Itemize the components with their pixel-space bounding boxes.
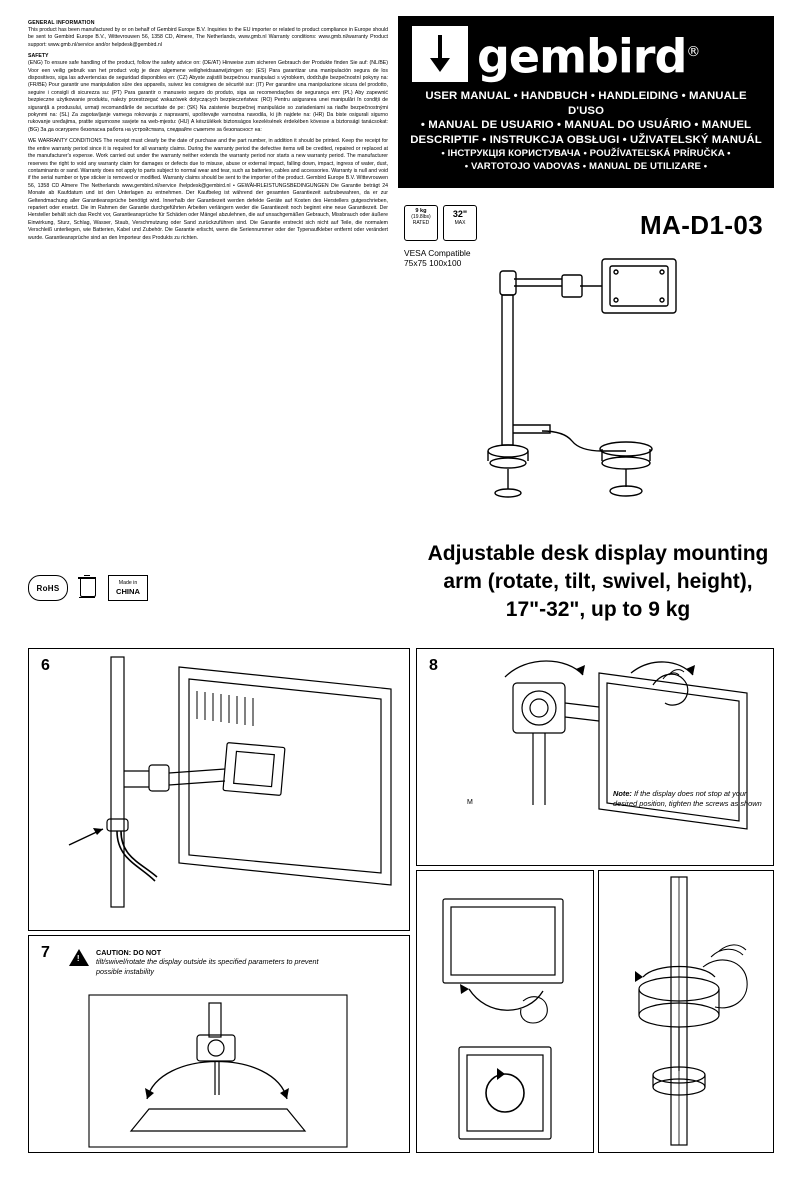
caution-block: [69, 948, 346, 976]
vesa-sizes: 75x75 100x100: [404, 258, 462, 268]
manual-language-line-3: DESCRIPTIF • INSTRUKCJA OBSŁUGI • UŽIVATELSKÝ MANUÁL: [410, 133, 762, 146]
step-8-panel: [416, 648, 774, 866]
weee-bin-icon: [77, 575, 99, 601]
step-7-panel: [28, 935, 410, 1153]
weight-rated-label: RATED: [412, 220, 430, 226]
product-illustration: [430, 235, 760, 535]
brand-row: [398, 16, 774, 82]
manual-language-line-2: • MANUAL DE USUARIO • MANUAL DO USUÁRIO • MANUEL: [420, 119, 752, 131]
general-information-block: [28, 20, 388, 246]
certification-badges: [28, 575, 148, 601]
rotate-illustration: [417, 871, 593, 1152]
brand-name: [477, 29, 700, 84]
note-block: [613, 789, 763, 808]
step-7-number: 7: [41, 944, 50, 961]
step-7-illustration: [29, 991, 409, 1151]
warning-triangle-icon: [69, 949, 89, 966]
country-label: CHINA: [115, 587, 141, 596]
clamp-detail-panel: [598, 870, 774, 1153]
caution-title: [96, 948, 346, 957]
screw-marker-m: M: [467, 799, 473, 806]
manual-languages: [398, 82, 774, 173]
vesa-title: VESA Compatible: [404, 248, 471, 258]
caution-text: tilt/swivel/rotate the display outside its specified parameters to prevent possible instability: [96, 957, 319, 976]
general-information-body: This product has been manufactured by or on behalf of Gembird Europe B.V. Inquiries to the EU importer or related to product compliance in Europe should be sent to Gembird Europe B.V., Wittevrouwen 56, 1358 CD, Almere, The Netherlands, www.gmb.nl Warranty conditions: www.gmb.nl/warranty Product support: www.gmb.nl/service and/or helpdesk@gembird.nl: [28, 27, 388, 48]
step-6-number: 6: [41, 657, 50, 674]
screen-size-value: 32": [452, 209, 468, 219]
manual-language-line-1: USER MANUAL • HANDBUCH • HANDLEIDING • MANUALE D'USO: [425, 90, 747, 117]
rotate-illustration-panel: [416, 870, 594, 1153]
logo-panel: [398, 16, 774, 188]
step-6-illustration: [29, 649, 409, 930]
rohs-icon: RoHS: [28, 575, 68, 601]
step-6-panel: [28, 648, 410, 931]
gembird-arrow-logo-icon: [412, 26, 468, 82]
legal-fineprint: WE WARRANTY CONDITIONS The receipt must clearly be the date of purchase and the part number, in addition it should be printed. Keep the receipt for the entire warranty period since it is required for all warranty claims. During the warranty period the defective items will be credited, repaired or replaced at the manufacturer's expense. Work carried out under the warranty neither extends the warranty period nor starts a new warranty period. The manufacturer reserves the right to void any warranty claim for damages or defects due to misuse, abuse or external impact, falling down, impact, ingress of water, dust, contaminants or sand. Warranty does not apply to parts subject to normal wear and tear, such as batteries, cables and accessories. Warranty is null and void if the serial number or type sticker is removed or modified. Warranty claims should be sent to the importer of the product. Gembird Europe B.V. Wittevrouwen 56, 1358 CD Almere The Netherlands www.gembird.nl/service /helpdesk@gembird.nl • GEWÄHRLEISTUNGSBEDINGUNGEN Die Garantie beträgt 24 Monate ab Kaufdatum und ist den Unterlagen zu entnehmen. Der Kaufbeleg ist während der gesamten Garantiezeit aufzubewahren, da er zur Geltendmachung aller Garantieansprüche benötigt wird. Innerhalb der Garantiezeit werden defekte Geräte auf Kosten des Herstellers gutgeschrieben, repariert oder ersetzt. Die im Rahmen der Garantie durchgeführten Arbeiten verlängern weder die Garantiezeit noch beginnt eine neue Garantiezeit. Der Hersteller behält sich das Recht vor, Garantieansprüche für Schäden oder Mängel abzulehnen, die auf unsachgemäßen Gebrauch, Missbrauch oder äußere Einwirkung, Sturz, Schlag, Wasser, Staub, Verschmutzung oder Sand zurückzuführen sind. Die Garantie erstreckt sich nicht auf Teile, die normalem Verschleiß unterliegen, wie Batterien, Kabel und Zubehör. Die Garantie erlischt, wenn die Seriennummer oder der Typenaufkleber entfernt oder verändert wurde. Garantieansprüche sind an den Importeur des Produkts zu richten.: [28, 138, 388, 241]
step-8-number: 8: [429, 657, 438, 674]
made-in-label: Made in: [118, 580, 138, 586]
brand-text: gembird: [477, 29, 687, 84]
weight-lbs: (19.8lbs): [411, 214, 431, 220]
product-title: Adjustable desk display mounting arm (rotate, tilt, swivel, height), 17"-32", up to 9 kg: [427, 542, 769, 621]
manual-language-line-5: • VARTOTOJO VADOVAS • MANUAL DE UTILIZARE •: [464, 161, 708, 172]
note-text: If the display does not stop at your desired position, tighten the screws as shown: [613, 789, 762, 808]
caution-title-text: CAUTION:: [96, 948, 132, 957]
manual-language-line-4: • ІНСТРУКЦІЯ КОРИСТУВАЧА • POUŽÍVATEĽSKÁ PRÍRUČKA •: [441, 148, 731, 159]
safety-heading: SAFETY: [28, 53, 49, 60]
made-in-badge: [108, 575, 148, 601]
model-number: MA-D1-03: [640, 210, 764, 240]
general-information-heading: GENERAL INFORMATION: [28, 20, 95, 26]
note-label: Note:: [613, 789, 632, 798]
clamp-detail-illustration: [599, 871, 773, 1152]
screen-size-max-label: MAX: [454, 220, 466, 226]
safety-body: (ENG) To ensure safe handling of the product, follow the safety advice on: (DE/AT) Hinweise zum sicheren Gebrauch der Produkte finden Sie auf: (NL/BE) Voor een veilig gebruik van het product volg je deze algemene veiligheidsaanwijzingen op: (ES) Para garantizar una manipulación segura de los dispositivos, siga las advertencias de seguridad disponibles en: (CZ) Abyste zajistili bezpečnou manipulaci s výrobkem, dodržujte bezpečnostní pokyny na: (FR/BE) Pour garantir une manipulation sûre des appareils, suivez les consignes de sécurité sur: (IT) Per garantire una manipolazione sicura del prodotto, seguire i consigli di sicurezza su: (PT) Para garantir o manuseio seguro do produto, siga as recomendações de segurança em: (PL) Aby zapewnić bezpieczne użytkowanie produktu, należy przestrzegać wskazówek dotyczących bezpieczeństwa: (RO) Pentru asigurarea unei manipulări în condiții de siguranță a produsului, urmați recomandările de securitate de pe: (SK) Na zaistenie bezpečnej manipulácie so zariadeniami sa riaďte bezpečnostnými pokynmi na: (SL) Za zagotavljanje varnega rokovanja z napravami, upoštevajte varnostna navodila, ki jih najdete na: (HR) Da biste osigurali sigurno rukovanje uređajima, pratite sigurnosne savjete na web-mjestu: (HU) A készülékek biztonságos kezelésének érdekében kövesse a biztonsági tanácsokat: (BG) За да осигурите безопасна работа на устройствата, следвайте съветите за безопасност на:: [28, 60, 388, 133]
weight-kg: 9 kg: [415, 208, 427, 214]
registered-mark: ®: [686, 43, 700, 60]
step-8-illustration: [417, 649, 773, 865]
caution-subtitle-text: DO NOT: [133, 948, 162, 957]
